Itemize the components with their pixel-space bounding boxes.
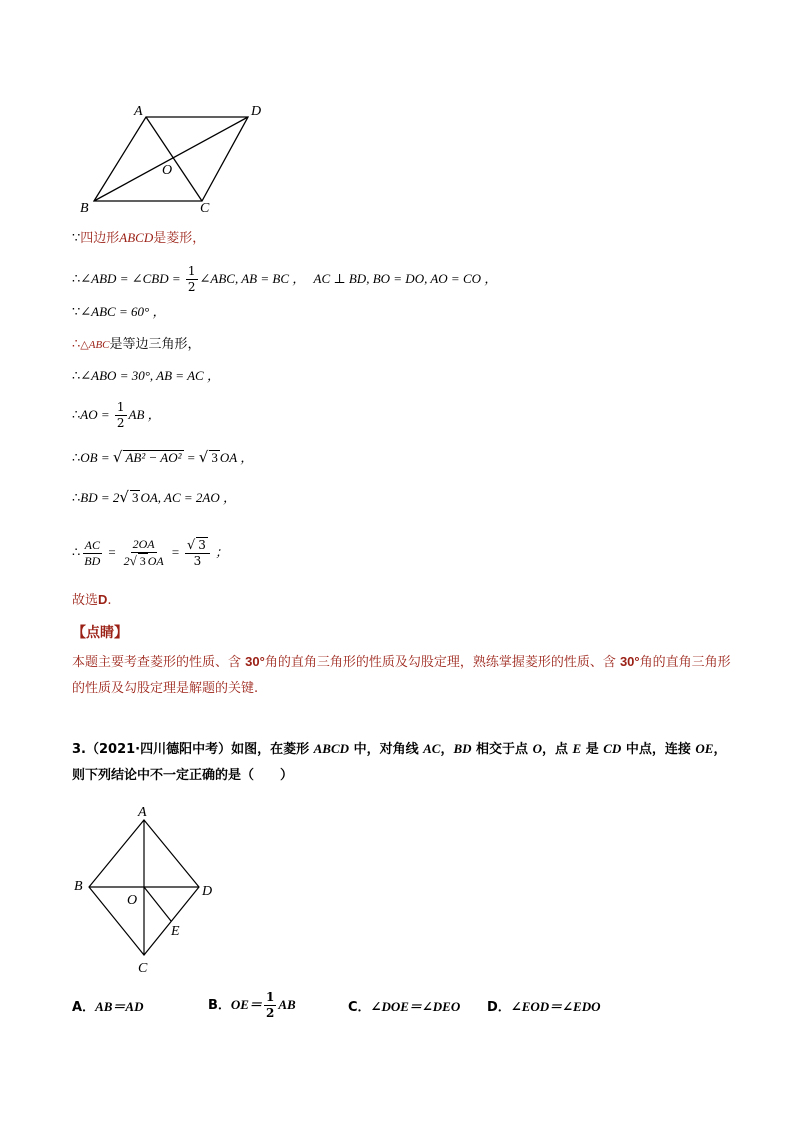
solution-line-3: ∵∠ABC = 60° ，	[72, 304, 166, 320]
label-d: D	[202, 884, 213, 899]
fraction-sqrt3-3: $\frac{√ 3}{3}$	[185, 537, 210, 569]
fraction-half: $\frac{1}{2}$	[187, 264, 196, 294]
segment-oe	[144, 887, 171, 921]
fraction-half: $\frac{1}{2}$	[265, 990, 275, 1020]
figure-rhombus-2	[66, 800, 226, 980]
option-c[interactable]: C．∠DOE＝∠DEO	[348, 999, 461, 1015]
solution-line-6: ∴AO = $\frac{1}{2}$ AB ，	[72, 400, 161, 430]
label-d: D	[251, 104, 262, 119]
question-3: 3.（2021·四川德阳中考）如图，在菱形 ABCD 中，对角线 AC，BD 相交于点 O，点 E 是 CD 中点，连接 OE，则下列结论中不一定正确的是（ ）	[72, 741, 727, 783]
figure-rhombus-1	[70, 95, 270, 220]
solution-line-5: ∴∠ABO = 30°, AB = AC ，	[72, 368, 220, 384]
label-o: O	[162, 163, 173, 178]
solution-line-2: ∴∠ABD = ∠CBD = $\frac{1}{2}$ ∠ABC, AB = BC ， AC ⊥ BD, BO = DO, AO = CO ，	[72, 264, 498, 294]
fraction-ac-bd: $\frac{AC}{BD}$	[84, 537, 101, 568]
label-a: A	[134, 104, 143, 119]
solution-line-9: ∴ $\frac{AC}{BD}$ = $\frac{2OA}{2√ 3 OA}$ = $\frac{√ 3}{3}$ ；	[72, 537, 229, 568]
label-o: O	[127, 893, 138, 908]
solution-choice: 故选D.	[72, 592, 112, 608]
fraction-half: $\frac{1}{2}$	[116, 400, 125, 430]
option-b[interactable]: B．OE＝ $\frac{1}{2}$ AB	[208, 990, 296, 1020]
label-c: C	[138, 961, 148, 976]
label-a: A	[138, 805, 147, 820]
solution-line-1: ∵四边形ABCD是菱形，	[72, 230, 206, 246]
fraction-2oa: $\frac{2OA}{2√ 3 OA}$	[123, 537, 164, 568]
sqrt-expression: AB² − AO²	[125, 450, 182, 465]
label-e: E	[171, 924, 180, 939]
label-c: C	[200, 201, 210, 216]
option-d[interactable]: D．∠EOD＝∠EDO	[487, 999, 601, 1015]
label-b: B	[74, 879, 83, 894]
diagonal-ac	[146, 117, 202, 201]
solution-line-4: ∴△ABC是等边三角形，	[72, 337, 201, 352]
comment-title: 【点睛】	[72, 625, 128, 641]
comment-body: 本题主要考查菱形的性质、含 30°角的直角三角形的性质及勾股定理，熟练掌握菱形的性质、含 30°角的直角三角形的性质及勾股定理是解题的关键.	[72, 654, 731, 696]
label-b: B	[80, 201, 89, 216]
option-a[interactable]: A．AB＝AD	[72, 999, 144, 1015]
solution-line-8: ∴BD = 2√ 3 OA, AC = 2AO ，	[72, 488, 237, 506]
solution-line-7: ∴OB = √ AB² − AO² = √ 3 OA ，	[72, 448, 254, 466]
